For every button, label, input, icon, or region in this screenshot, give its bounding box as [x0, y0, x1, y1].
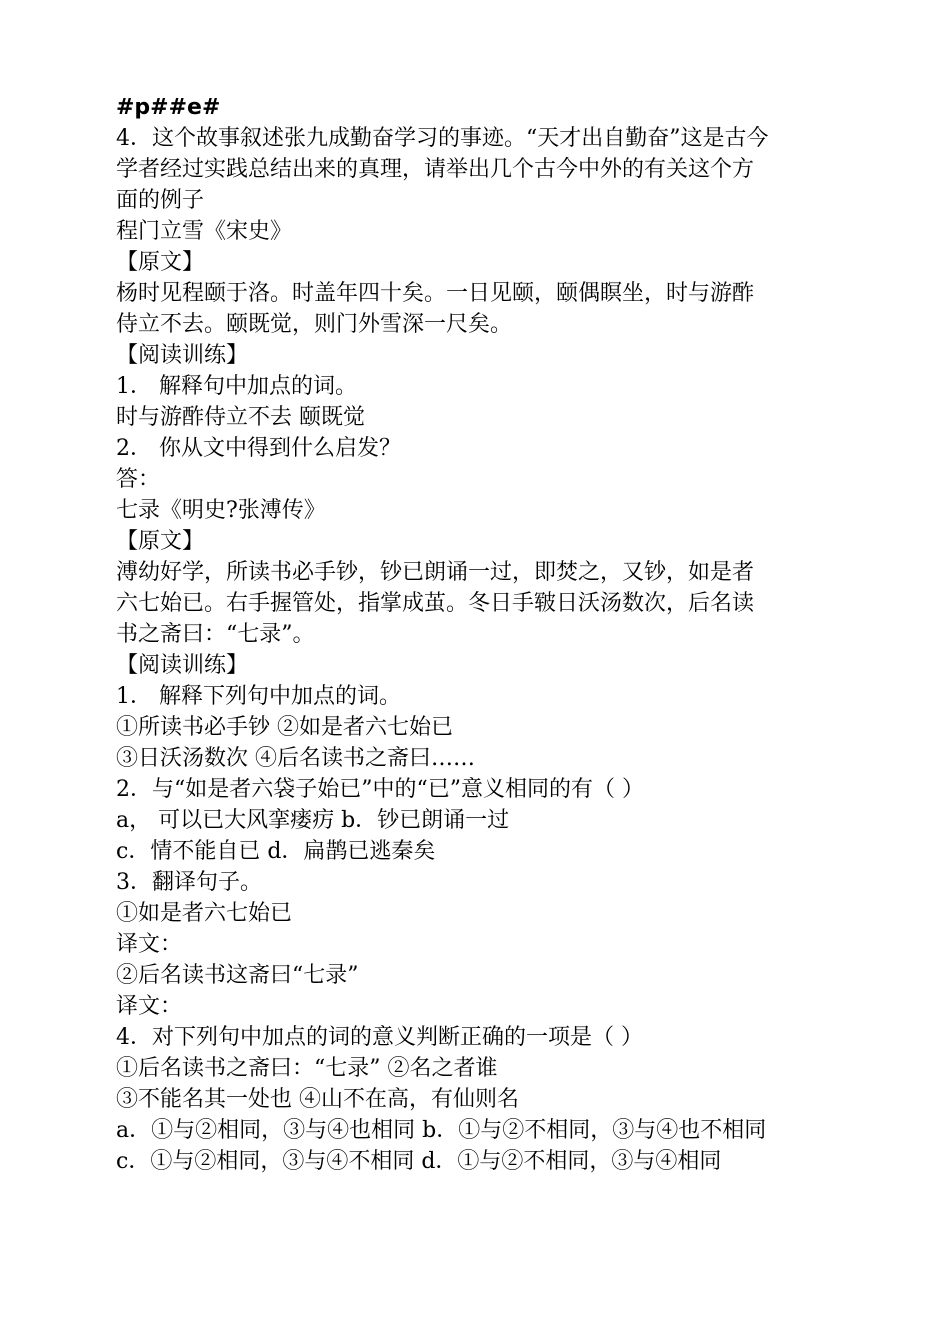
exercise-line: 1． 解释下列句中加点的词。 — [116, 684, 401, 709]
exercise-line: ③不能名其一处也 ④山不在高，有仙则名 — [116, 1087, 519, 1112]
original-text-line: 溥幼好学，所读书必手钞，钞已朗诵一过，即焚之，又钞，如是者 — [116, 560, 755, 585]
option-line: a．①与②相同，③与④也相同 b．①与②不相同，③与④也不相同 — [116, 1118, 767, 1143]
exercise-line: ②后名读书这斋曰“七录” — [116, 963, 359, 988]
original-text-line: 杨时见程颐于洛。时盖年四十矣。一日见颐，颐偶瞑坐，时与游酢 — [116, 281, 755, 306]
section-title-chengmen: 程门立雪《宋史》 — [116, 219, 293, 244]
original-text-line: 六七始已。右手握管处，指掌成茧。冬日手皲日沃汤数次，后名读 — [116, 591, 755, 616]
exercise-line: 3．翻译句子。 — [116, 870, 262, 895]
reading-training-heading: 【阅读训练】 — [116, 653, 249, 678]
original-text-heading: 【原文】 — [116, 250, 205, 275]
section-title-qilu: 七录《明史?张溥传》 — [116, 498, 326, 523]
exercise-line: 2．与“如是者六袋子始已”中的“已”意义相同的有（ ） — [116, 777, 644, 802]
exercise-line: 1． 解释句中加点的词。 — [116, 374, 357, 399]
document-body — [116, 92, 846, 1177]
original-text-line: 书之斋曰：“七录”。 — [116, 622, 315, 647]
answer-label: 答： — [116, 467, 161, 492]
question-4-line-3: 面的例子 — [116, 188, 205, 213]
option-line: a， 可以已大风挛瘘疠 b．钞已朗诵一过 — [116, 808, 510, 833]
question-4-line-2: 学者经过实践总结出来的真理，请举出几个古今中外的有关这个方 — [116, 157, 755, 182]
exercise-line: ①如是者六七始已 — [116, 901, 293, 926]
original-text-line: 侍立不去。颐既觉，则门外雪深一尺矣。 — [116, 312, 513, 337]
reading-training-heading: 【阅读训练】 — [116, 343, 249, 368]
exercise-line: ①所读书必手钞 ②如是者六七始已 — [116, 715, 453, 740]
original-text-heading: 【原文】 — [116, 529, 205, 554]
option-line: c．情不能自已 d．扁鹊已逃秦矣 — [116, 839, 436, 864]
exercise-line: 时与游酢侍立不去 颐既觉 — [116, 405, 365, 430]
exercise-line: 2． 你从文中得到什么启发？ — [116, 436, 401, 461]
option-line: c．①与②相同，③与④不相同 d．①与②不相同，③与④相同 — [116, 1149, 722, 1174]
question-4-line-1: 4．这个故事叙述张九成勤奋学习的事迹。“天才出自勤奋”这是古今 — [116, 126, 769, 151]
translation-label: 译文： — [116, 932, 183, 957]
exercise-line: 4．对下列句中加点的词的意义判断正确的一项是（ ） — [116, 1025, 643, 1050]
exercise-line: ①后名读书之斋曰：“七录” ②名之者谁 — [116, 1056, 498, 1081]
header-marker: #p##e# — [116, 95, 221, 120]
translation-label: 译文： — [116, 994, 183, 1019]
exercise-line: ③日沃汤数次 ④后名读书之斋曰…… — [116, 746, 475, 771]
